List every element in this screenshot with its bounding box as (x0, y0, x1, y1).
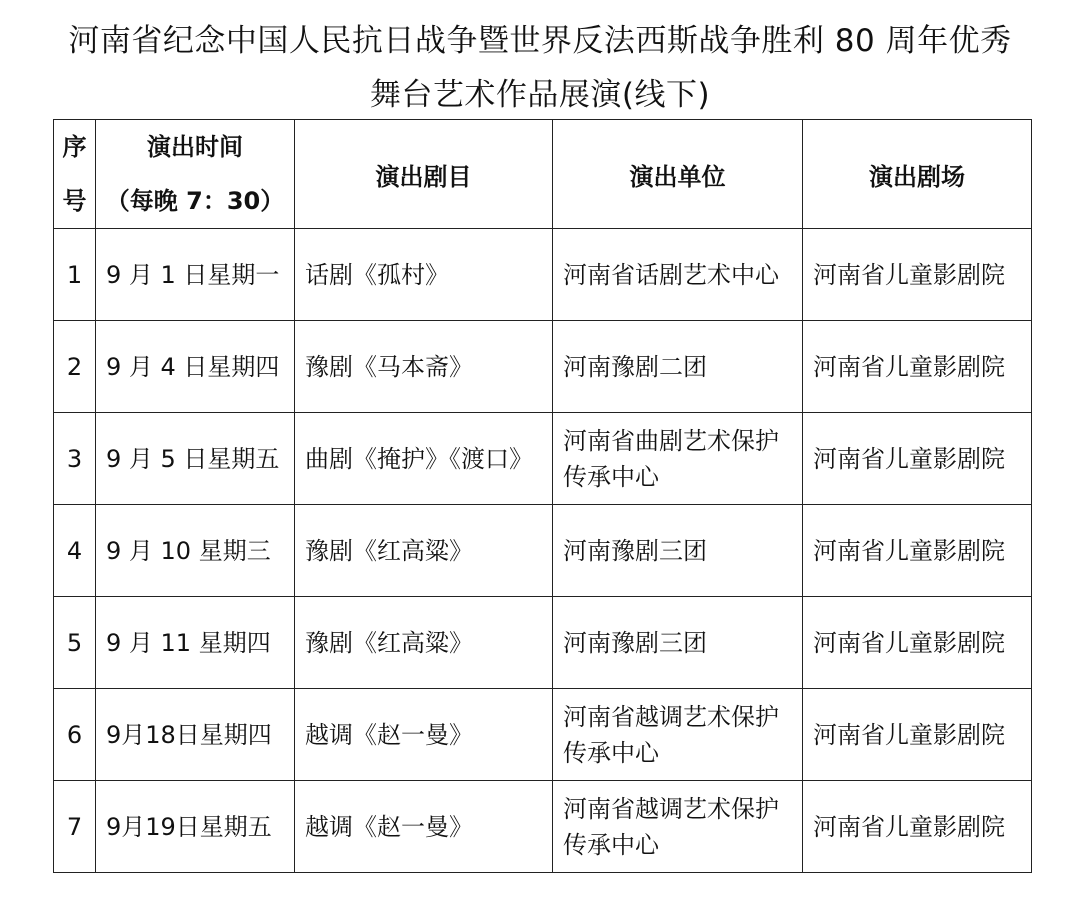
performance-schedule-table (53, 119, 1032, 873)
row-venue: 河南省儿童影剧院 (803, 413, 1032, 505)
row-program: 豫剧《红高粱》 (295, 597, 553, 689)
row-date: 9 月 10 星期三 (96, 505, 295, 597)
table-header-row (54, 120, 1032, 229)
header-program: 演出剧目 (295, 120, 553, 229)
title-line-1: 河南省纪念中国人民抗日战争暨世界反法西斯战争胜利 80 周年优秀 (68, 23, 1012, 59)
row-unit: 河南省越调艺术保护传承中心 (553, 689, 803, 781)
table-row (54, 689, 1032, 781)
row-number: 3 (54, 413, 96, 505)
row-number: 6 (54, 689, 96, 781)
header-time: 演出时间 （每晚 7：30） (96, 120, 295, 229)
row-program: 豫剧《马本斋》 (295, 321, 553, 413)
row-unit: 河南豫剧三团 (553, 505, 803, 597)
row-venue: 河南省儿童影剧院 (803, 781, 1032, 873)
row-date: 9 月 11 星期四 (96, 597, 295, 689)
row-venue: 河南省儿童影剧院 (803, 321, 1032, 413)
row-program: 豫剧《红高粱》 (295, 505, 553, 597)
row-number: 2 (54, 321, 96, 413)
row-date: 9 月 1 日星期一 (96, 229, 295, 321)
table-row (54, 505, 1032, 597)
row-program: 越调《赵一曼》 (295, 689, 553, 781)
header-venue: 演出剧场 (803, 120, 1032, 229)
row-venue: 河南省儿童影剧院 (803, 689, 1032, 781)
table-row (54, 413, 1032, 505)
row-date: 9月18日星期四 (96, 689, 295, 781)
header-unit: 演出单位 (553, 120, 803, 229)
table-row (54, 597, 1032, 689)
row-date: 9 月 4 日星期四 (96, 321, 295, 413)
title-line-2: 舞台艺术作品展演(线下) (369, 77, 711, 113)
page-title (0, 14, 1080, 122)
row-program: 话剧《孤村》 (295, 229, 553, 321)
row-number: 5 (54, 597, 96, 689)
row-number: 4 (54, 505, 96, 597)
row-unit: 河南省话剧艺术中心 (553, 229, 803, 321)
row-number: 7 (54, 781, 96, 873)
row-unit: 河南豫剧三团 (553, 597, 803, 689)
row-date: 9 月 5 日星期五 (96, 413, 295, 505)
row-program: 越调《赵一曼》 (295, 781, 553, 873)
table-row (54, 229, 1032, 321)
table-row (54, 781, 1032, 873)
header-seq: 序 号 (54, 120, 96, 229)
row-unit: 河南省曲剧艺术保护传承中心 (553, 413, 803, 505)
row-venue: 河南省儿童影剧院 (803, 597, 1032, 689)
row-venue: 河南省儿童影剧院 (803, 505, 1032, 597)
row-program: 曲剧《掩护》《渡口》 (295, 413, 553, 505)
row-unit: 河南省越调艺术保护传承中心 (553, 781, 803, 873)
table-row (54, 321, 1032, 413)
row-number: 1 (54, 229, 96, 321)
row-date: 9月19日星期五 (96, 781, 295, 873)
row-unit: 河南豫剧二团 (553, 321, 803, 413)
row-venue: 河南省儿童影剧院 (803, 229, 1032, 321)
